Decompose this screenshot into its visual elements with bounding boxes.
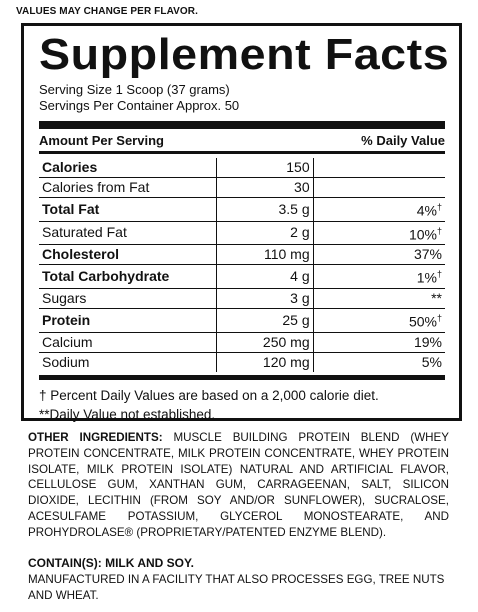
bottom-divider xyxy=(39,375,445,380)
flavor-disclaimer: VALUES MAY CHANGE PER FLAVOR. xyxy=(16,6,198,17)
nutrient-name: Protein xyxy=(39,308,216,332)
nutrient-amount: 2 g xyxy=(216,221,313,245)
nutrient-daily-value: ** xyxy=(313,288,445,308)
nutrient-name: Sodium xyxy=(39,352,216,372)
nutrient-row xyxy=(39,178,445,198)
nutrient-amount: 4 g xyxy=(216,265,313,289)
nutrient-daily-value: 4%† xyxy=(313,198,445,222)
nutrient-name: Total Carbohydrate xyxy=(39,265,216,289)
nutrient-row xyxy=(39,308,445,332)
serving-size: Serving Size 1 Scoop (37 grams) xyxy=(39,82,230,97)
dagger-mark: † xyxy=(436,269,442,280)
amount-per-serving-label: Amount Per Serving xyxy=(39,133,164,148)
nutrient-daily-value: 5% xyxy=(313,352,445,372)
nutrient-name: Total Fat xyxy=(39,198,216,222)
other-ingredients xyxy=(28,430,449,541)
facility-statement: MANUFACTURED IN A FACILITY THAT ALSO PROCESSES EGG, TREE NUTS AND WHEAT. xyxy=(28,573,445,602)
nutrient-table xyxy=(39,158,445,372)
nutrient-amount: 110 mg xyxy=(216,245,313,265)
nutrient-row xyxy=(39,352,445,372)
nutrient-daily-value: 37% xyxy=(313,245,445,265)
dagger-mark: † xyxy=(436,312,442,323)
allergen-contains: CONTAIN(S): MILK AND SOY. xyxy=(28,556,194,570)
nutrient-name: Cholesterol xyxy=(39,245,216,265)
nutrient-name: Calories from Fat xyxy=(39,178,216,198)
nutrient-daily-value xyxy=(313,158,445,178)
nutrient-amount: 30 xyxy=(216,178,313,198)
footnote-not-established: **Daily Value not established. xyxy=(39,406,216,422)
nutrient-name: Calories xyxy=(42,159,98,175)
nutrient-amount: 150 xyxy=(216,158,313,178)
nutrient-row xyxy=(39,332,445,352)
nutrient-row xyxy=(39,288,445,308)
column-header xyxy=(39,129,445,154)
nutrient-daily-value: 10%† xyxy=(313,221,445,245)
nutrient-amount: 250 mg xyxy=(216,332,313,352)
nutrient-amount: 3.5 g xyxy=(216,198,313,222)
nutrient-row xyxy=(39,198,445,222)
footnote-daily-values: † Percent Daily Values are based on a 2,000 calorie diet. xyxy=(39,387,379,403)
dagger-mark: † xyxy=(436,202,442,212)
nutrient-amount: 25 g xyxy=(216,308,313,332)
servings-per-container: Servings Per Container Approx. 50 xyxy=(39,98,240,113)
supplement-facts-panel xyxy=(21,23,462,421)
nutrient-daily-value xyxy=(313,178,445,198)
nutrient-amount: 120 mg xyxy=(216,352,313,372)
other-ingredients-text: MUSCLE BUILDING PROTEIN BLEND (WHEY PROTEIN CONCENTRATE, MILK PROTEIN CONCENTRATE, WHEY PROTEIN ISOLATE, MILK PROTEIN ISOLATE) NATURAL AND ARTIFICIAL FLAVOR, CELLULOSE GUM, XANTHAN GUM, CARRAGEENAN, SALT, SILICON DIOXIDE, LECITHIN (FROM SOY AND/OR SUNFLOWER), SUCRALOSE, ACESULFAME POTASSIUM, GLYCEROL MONOSTEARATE, AND PROHYDROLASE® (PROPRIETARY/PATENTED ENZYME BLEND). xyxy=(28,431,449,539)
nutrient-daily-value: 19% xyxy=(313,332,445,352)
nutrient-amount: 3 g xyxy=(216,288,313,308)
nutrient-name: Sugars xyxy=(39,288,216,308)
nutrient-row xyxy=(39,245,445,265)
nutrient-row xyxy=(39,158,445,178)
nutrient-daily-value: 1%† xyxy=(313,265,445,289)
nutrient-name: Calcium xyxy=(39,332,216,352)
thick-divider xyxy=(39,121,445,129)
other-ingredients-label: OTHER INGREDIENTS: xyxy=(28,431,163,444)
daily-value-label: % Daily Value xyxy=(361,133,445,148)
nutrient-daily-value: 50%† xyxy=(313,308,445,332)
nutrient-row xyxy=(39,221,445,245)
panel-title: Supplement Facts xyxy=(39,30,450,79)
dagger-mark: † xyxy=(436,225,442,236)
nutrient-name: Saturated Fat xyxy=(39,221,216,245)
nutrient-row xyxy=(39,265,445,289)
